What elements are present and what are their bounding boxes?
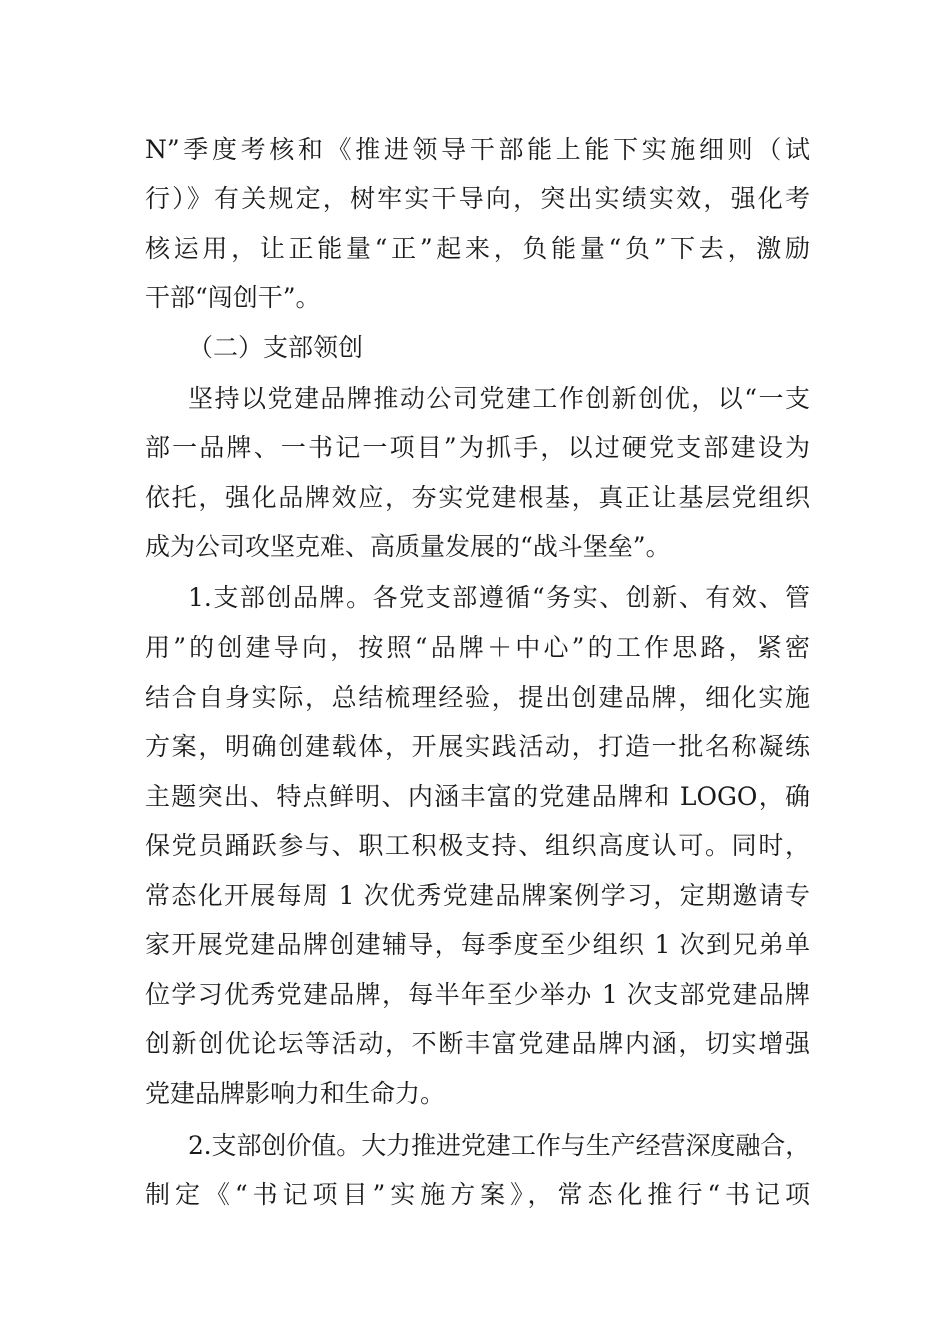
text-line: 结合自身实际，总结梳理经验，提出创建品牌，细化实施 xyxy=(145,683,810,712)
text-line: 主题突出、特点鲜明、内涵丰富的党建品牌和 LOGO，确 xyxy=(145,782,810,811)
text-line: N”季度考核和《推进领导干部能上能下实施细则（试 xyxy=(145,135,810,164)
text-line: 1.支部创品牌。各党支部遵循“务实、创新、有效、管 xyxy=(188,583,810,612)
text-line: 保党员踊跃参与、职工积极支持、组织高度认可。同时， xyxy=(145,831,810,860)
text-line: 干部“闯创干”。 xyxy=(145,283,321,312)
text-line: 家开展党建品牌创建辅导，每季度至少组织 1 次到兄弟单 xyxy=(145,930,810,959)
text-line: 创新创优论坛等活动，不断丰富党建品牌内涵，切实增强 xyxy=(145,1029,810,1058)
text-line: 2.支部创价值。大力推进党建工作与生产经营深度融合， xyxy=(188,1131,810,1160)
text-line: 坚持以党建品牌推动公司党建工作创新创优，以“一支 xyxy=(188,384,810,413)
text-line: 常态化开展每周 1 次优秀党建品牌案例学习，定期邀请专 xyxy=(145,881,810,910)
text-line: 用”的创建导向，按照“品牌＋中心”的工作思路，紧密 xyxy=(145,633,810,662)
text-line: 行）》有关规定，树牢实干导向，突出实绩实效，强化考 xyxy=(145,184,810,213)
text-line: 部一品牌、一书记一项目”为抓手，以过硬党支部建设为 xyxy=(145,433,810,462)
text-line: 党建品牌影响力和生命力。 xyxy=(145,1079,446,1108)
text-line: 位学习优秀党建品牌，每半年至少举办 1 次支部党建品牌 xyxy=(145,980,810,1009)
text-line: 依托，强化品牌效应，夯实党建根基，真正让基层党组织 xyxy=(145,483,810,512)
section-heading: （二）支部领创 xyxy=(188,333,364,362)
text-line: 制定《“书记项目”实施方案》，常态化推行“书记项 xyxy=(145,1180,810,1209)
text-line: 方案，明确创建载体，开展实践活动，打造一批名称凝练 xyxy=(145,732,810,761)
text-line: 核运用，让正能量“正”起来，负能量“负”下去，激励 xyxy=(145,234,810,263)
text-line: 成为公司攻坚克难、高质量发展的“战斗堡垒”。 xyxy=(145,532,671,561)
